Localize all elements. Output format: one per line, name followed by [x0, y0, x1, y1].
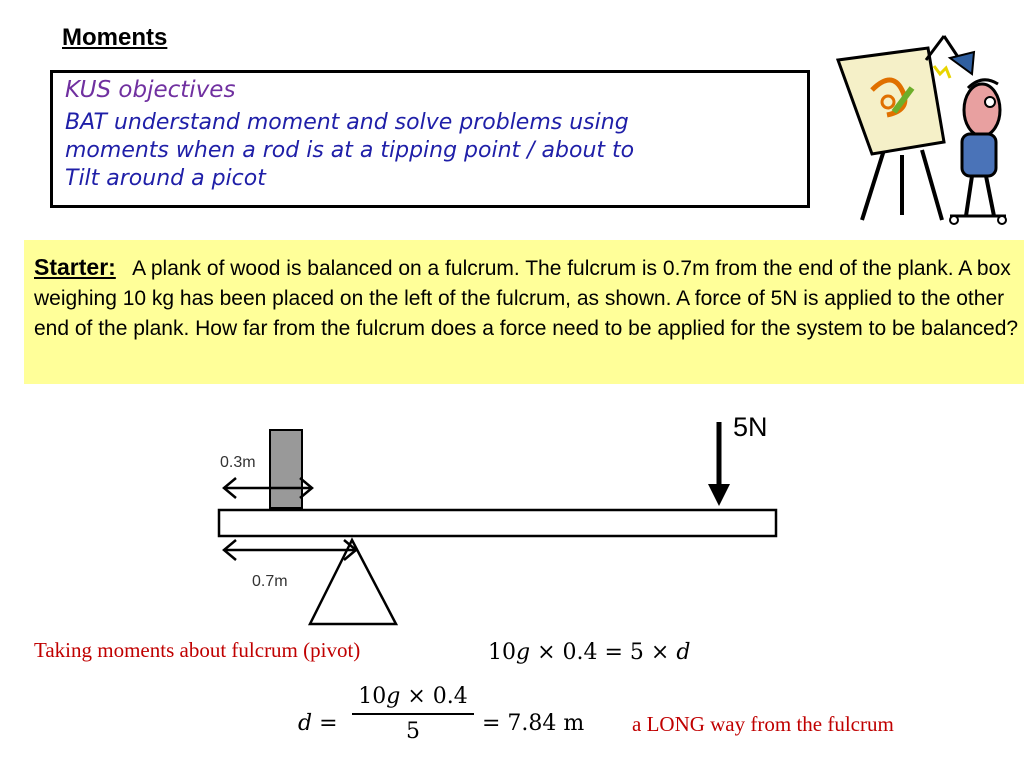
starter-question: A plank of wood is balanced on a fulcrum. The fulcrum is 0.7m from the end of the plank. A box weighing 10 kg has been placed on the left of the fulcrum, as shown. A force of 5N is applied to the other end of the plank. How far from the fulcrum does a force need to be applied for the system to be balanced? — [34, 257, 1019, 340]
page-title: Moments — [62, 24, 168, 51]
fraction-numerator: 10𝑔 × 0.4 — [358, 684, 468, 709]
moment-equation: 10𝑔 × 0.4 = 5 × 𝑑 — [488, 640, 691, 665]
force-label: 5N — [733, 412, 768, 442]
fraction-denominator: 5 — [406, 719, 420, 744]
objectives-heading: KUS objectives — [65, 77, 236, 103]
objective-line: Tilt around a picot — [65, 166, 266, 191]
fraction-bar — [352, 713, 474, 715]
starter-label: Starter: — [34, 254, 116, 280]
plank-shape — [219, 510, 776, 536]
result: = 7.84 m — [482, 711, 585, 736]
objective-line: moments when a rod is at a tipping point / about to — [65, 138, 635, 163]
fraction — [352, 684, 474, 744]
box-shape — [270, 430, 302, 508]
d-equals: 𝑑 = — [298, 711, 338, 736]
box-distance-label: 0.3m — [220, 454, 256, 471]
objective-line: BAT understand moment and solve problems using — [65, 110, 629, 135]
result-comment: a LONG way from the fulcrum — [632, 712, 894, 736]
solution-intro: Taking moments about fulcrum (pivot) — [34, 638, 361, 662]
fulcrum-distance-label: 0.7m — [252, 573, 288, 590]
